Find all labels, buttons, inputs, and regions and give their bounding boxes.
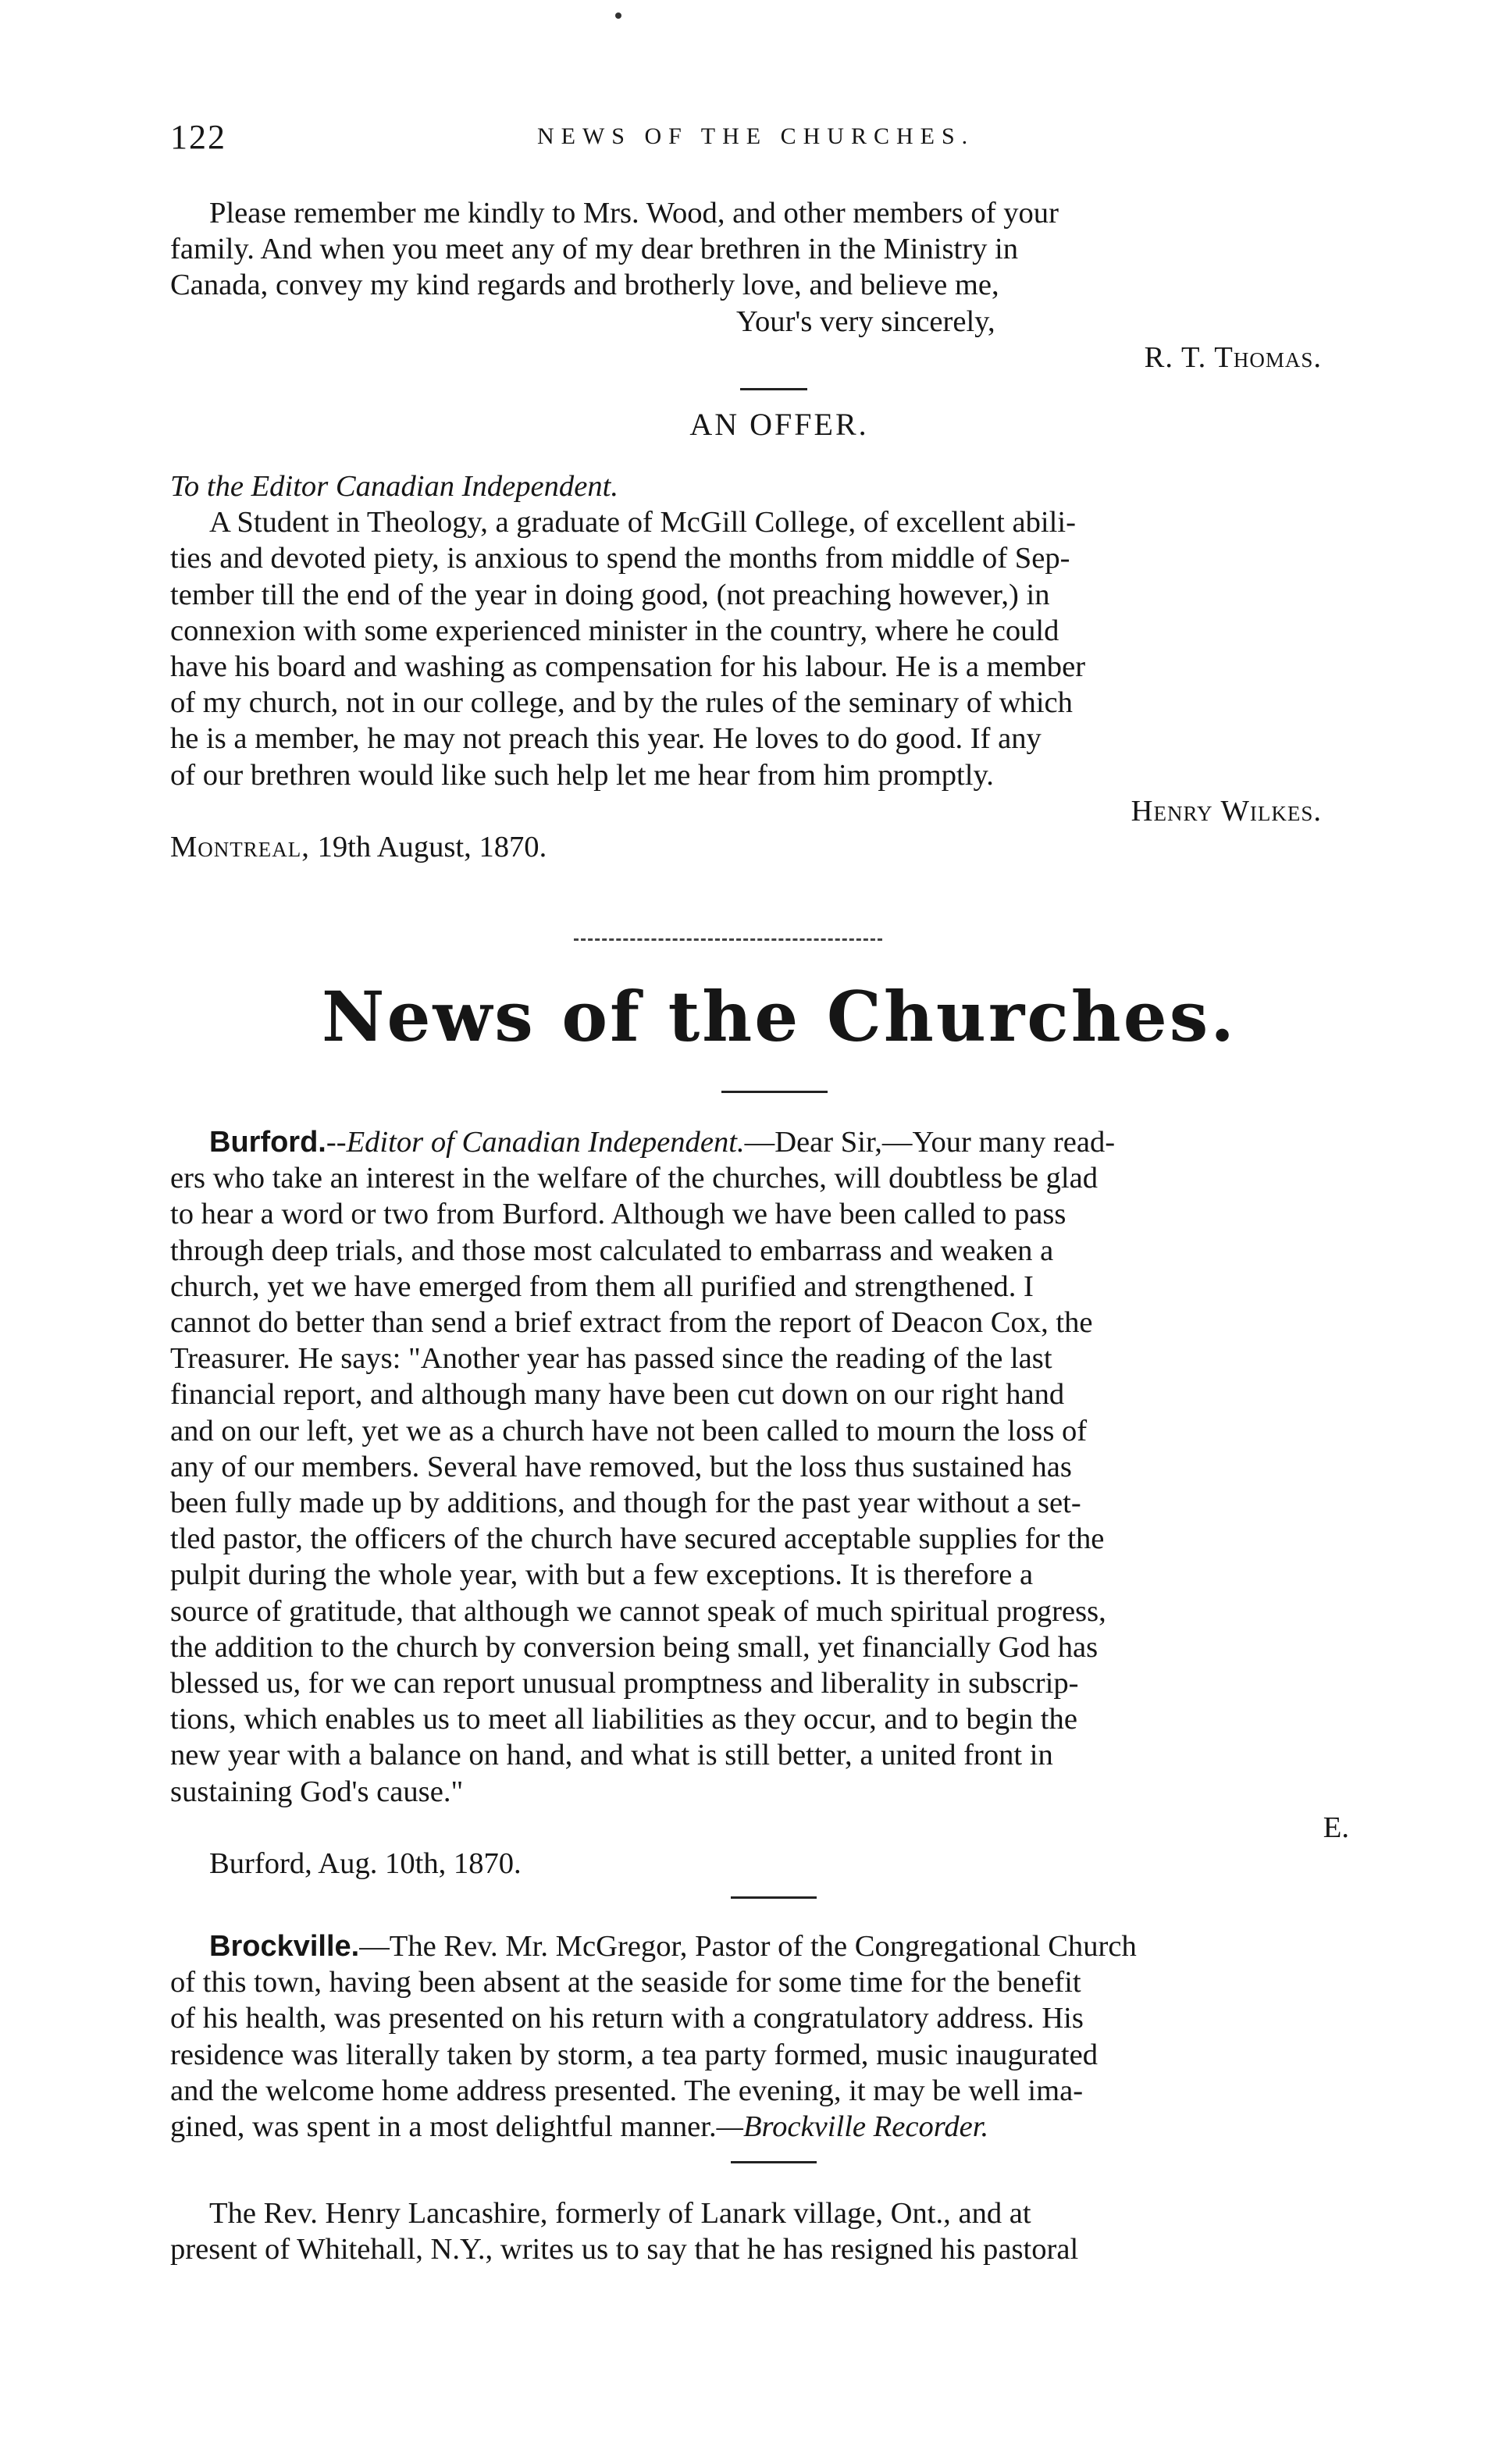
brockville-line: residence was literally taken by storm, a tea party formed, music inaugurated [170,2038,1098,2071]
brockville-line: of his health, was presented on his return with a congratulatory address. His [170,2002,1084,2035]
burford-line: been fully made up by additions, and though for the past year without a set- [170,1487,1081,1520]
burford-line: Treasurer. He says: "Another year has passed since the reading of the last [170,1342,1052,1376]
burford-dateline: Burford, Aug. 10th, 1870. [209,1847,522,1881]
letter-closing: Your's very sincerely, [736,304,995,338]
burford-line: blessed us, for we can report unusual promptness and liberality in subscrip- [170,1667,1079,1700]
letter-line: Please remember me kindly to Mrs. Wood, and other members of your [209,197,1059,230]
burford-dash: -- [326,1126,347,1159]
burford-line: any of our members. Several have removed, but the loss thus sustained has [170,1450,1072,1483]
burford-line: and on our left, yet we as a church have not been called to mourn the loss of [170,1414,1088,1447]
lancashire-line: The Rev. Henry Lancashire, formerly of Lanark village, Ont., and at [209,2197,1031,2230]
offer-place: Montreal, [170,831,310,864]
letter-ending [170,195,1388,376]
offer-date: 19th August, 1870. [317,831,547,864]
offer-title: AN OFFER. [689,407,869,442]
offer-line: connexion with some experienced minister in the country, where he could [170,614,1059,647]
offer-line: he is a member, he may not preach this year. He loves to do good. If any [170,722,1042,756]
divider-rule [731,2161,817,2163]
running-title: NEWS OF THE CHURCHES. [537,123,975,149]
burford-line: cannot do better than send a brief extract from the report of Deacon Cox, the [170,1306,1093,1340]
burford-salutation: —Dear Sir,—Your many read- [744,1126,1116,1159]
page-header [170,117,1341,164]
burford-heading: Burford. [209,1126,326,1159]
burford-line: the addition to the church by conversion being small, yet financially God has [170,1630,1099,1664]
letter-signature: R. T. Thomas. [1144,340,1322,374]
offer-salutation: To the Editor Canadian Independent. [170,470,618,503]
burford-line: source of gratitude, that although we cannot speak of much spiritual progress, [170,1594,1106,1628]
page-number: 122 [170,118,226,156]
offer-signature: Henry Wilkes. [1131,794,1322,828]
burford-line: through deep trials, and those most calculated to embarrass and weaken a [170,1234,1054,1267]
burford-line: ers who take an interest in the welfare of the churches, will doubtless be glad [170,1162,1099,1195]
burford-line: financial report, and although many have been cut down on our right hand [170,1378,1065,1412]
lancashire-line: present of Whitehall, N.Y., writes us to say that he has resigned his pastoral [170,2233,1079,2266]
divider-rule [740,388,807,390]
burford-line: to hear a word or two from Burford. Although we have been called to pass [170,1198,1066,1231]
offer-letter [170,468,1388,865]
section-rule [721,1091,828,1093]
brockville-line: and the welcome home address presented. The evening, it may be well ima- [170,2074,1084,2107]
offer-line: of my church, not in our college, and by the rules of the seminary of which [170,686,1073,720]
letter-line: Canada, convey my kind regards and brotherly love, and believe me, [170,269,999,302]
burford-line: pulpit during the whole year, with but a few exceptions. It is therefore a [170,1558,1034,1592]
burford-line: sustaining God's cause." [170,1775,464,1808]
offer-line: tember till the end of the year in doing good, (not preaching however,) in [170,578,1050,611]
burford-article [170,1124,1388,1882]
offer-line: of our brethren would like such help let me hear from him promptly. [170,758,994,792]
brockville-heading: Brockville. [209,1930,360,1963]
burford-line: new year with a balance on hand, and what is still better, a united front in [170,1739,1053,1772]
brockville-text-end: gined, was spent in a most delightful manner. [170,2110,717,2144]
burford-line: church, yet we have emerged from them all purified and strengthened. I [170,1269,1034,1303]
brockville-text: —The Rev. Mr. McGregor, Pastor of the Congregational Church [359,1930,1137,1963]
section-title: News of the Churches. [322,976,1237,1057]
burford-first-line [170,1124,1388,1160]
letter-line: family. And when you meet any of my dear brethren in the Ministry in [170,233,1019,266]
burford-editor: Editor of Canadian Independent. [346,1126,745,1159]
brockville-line: of this town, having been absent at the seaside for some time for the benefit [170,1966,1081,1999]
offer-line: have his board and washing as compensation for his labour. He is a member [170,650,1086,684]
dashed-divider [574,938,882,941]
burford-line: tled pastor, the officers of the church have secured acceptable supplies for the [170,1522,1105,1556]
offer-line: A Student in Theology, a graduate of McGill College, of excellent abili- [209,506,1076,539]
offer-line: ties and devoted piety, is anxious to spend the months from middle of Sep- [170,542,1070,575]
brockville-source: —Brockville Recorder. [716,2110,989,2144]
burford-signature: E. [1323,1811,1349,1844]
divider-rule [731,1896,817,1899]
burford-line: tions, which enables us to meet all liabilities as they occur, and to begin the [170,1703,1077,1736]
brockville-article [170,1928,1388,2145]
offer-dateline [170,829,1388,865]
brockville-first-line [170,1928,1388,1964]
lancashire-article [170,2195,1388,2267]
brockville-last-line [170,2109,1388,2145]
print-speck [615,12,621,19]
